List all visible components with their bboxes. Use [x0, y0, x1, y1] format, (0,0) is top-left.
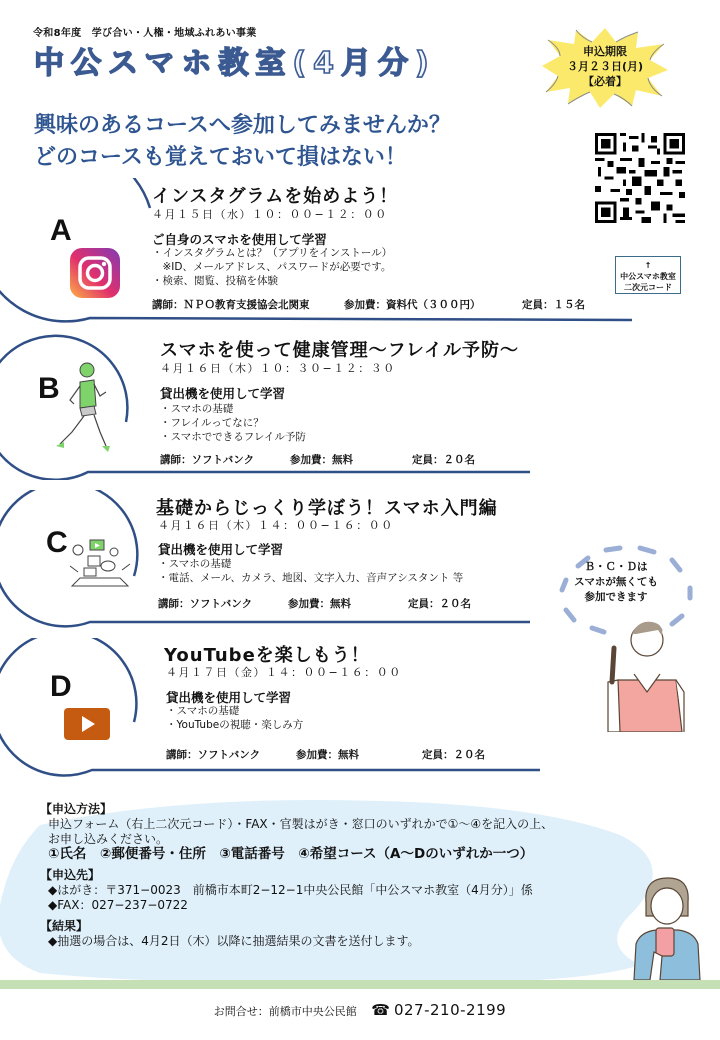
- course-letter: A: [50, 214, 72, 247]
- course-capacity: 定員：１５名: [522, 299, 585, 311]
- course-date: ４月１７日（金）１４：００−１６：００: [166, 666, 402, 679]
- course-bullets: [158, 557, 463, 585]
- course-instructor: 講師：ソフトバンク: [160, 454, 255, 466]
- course-capacity: 定員：２０名: [412, 454, 475, 466]
- destination-fax: ◆FAX：027−237−0722: [48, 898, 188, 912]
- course-date: ４月１５日（水）１０：００−１２：００: [152, 208, 388, 221]
- course-instructor: 講師：ソフトバンク: [158, 598, 253, 610]
- deadline-text: [540, 44, 670, 89]
- result-text: ◆抽選の場合は、4月2日（木）以降に抽選結果の文書を送付します。: [48, 934, 420, 948]
- course-footer: [166, 747, 485, 762]
- course-footer: [160, 452, 475, 467]
- course-date: ４月１６日（木）１４：００−１６：００: [158, 519, 394, 532]
- course-lead: ご自身のスマホを使用して学習: [152, 232, 327, 247]
- course-lead: 貸出機を使用して学習: [166, 690, 292, 705]
- headline: [34, 110, 451, 174]
- contact-label: お問合せ：前橋市中央公民館: [213, 1005, 368, 1018]
- bullet: ・フレイルってなに？: [160, 417, 264, 429]
- course-title: インスタグラムを始めよう！: [152, 186, 399, 207]
- phone-icon: ☎: [371, 1001, 391, 1019]
- course-fee: 参加費：無料: [288, 598, 351, 610]
- youtube-play-icon: [64, 708, 110, 740]
- course-letter: C: [46, 526, 68, 559]
- headline-line1: 興味のあるコースへ参加してみませんか？: [34, 113, 451, 138]
- course-letter: D: [50, 670, 72, 703]
- method-line1: 申込フォーム（右上二次元コード）・FAX・官製はがき・窓口のいずれかで①〜④を記入の上、: [48, 817, 554, 831]
- bullet: ・電話、メール、カメラ、地図、文字入力、音声アシスタント 等: [158, 572, 464, 584]
- course-lead: 貸出機を使用して学習: [158, 542, 284, 557]
- course-title: スマホを使って健康管理〜フレイル予防〜: [160, 340, 520, 361]
- method-line2: お申し込みください。: [48, 832, 169, 846]
- man-pointing-icon: [608, 622, 684, 732]
- qr-caption-line1: 中公スマホ教室: [620, 272, 676, 281]
- course-date: ４月１６日（木）１０：３０−１２：３０: [160, 362, 396, 375]
- destination-heading: 【申込先】: [40, 868, 101, 882]
- contact-phone[interactable]: 027-210-2199: [393, 1001, 507, 1019]
- course-capacity: 定員：２０名: [422, 749, 485, 761]
- course-bullets: [160, 402, 306, 444]
- course-c: [0, 490, 640, 630]
- destination-postcard: ◆はがき：〒371−0023 前橋市本町2−12−1中央公民館「中公スマホ教室（4月分）」係: [48, 883, 533, 897]
- course-title: 基礎からじっくり学ぼう！スマホ入門編: [156, 498, 498, 519]
- program-kicker: 令和8年度 学び合い・人権・地域ふれあい事業: [33, 28, 257, 39]
- bullet: ・スマホでできるフレイル予防: [160, 431, 306, 443]
- bullet: ・スマホの基礎: [158, 558, 232, 570]
- bullet: ・スマホの基礎: [160, 403, 234, 415]
- bullet: ・検索、閲覧、投稿を体験: [152, 275, 278, 287]
- course-footer: [158, 596, 471, 611]
- bullet: ※ID、メールアドレス、パスワードが必要です。: [152, 261, 392, 273]
- deadline-note: 【必着】: [583, 75, 627, 88]
- course-bullets: [152, 246, 392, 288]
- page-title: 中公スマホ教室(4月分): [34, 46, 436, 81]
- bullet: ・インスタグラムとは？（アプリをインストール）: [152, 247, 393, 259]
- course-lead: 貸出機を使用して学習: [160, 386, 286, 401]
- course-b: [0, 332, 640, 480]
- course-instructor: 講師：ソフトバンク: [166, 749, 261, 761]
- course-d: [0, 638, 640, 778]
- method-items: ①氏名 ②郵便番号・住所 ③電話番号 ④希望コース（A〜Dのいずれか一つ）: [48, 846, 534, 862]
- contact-info: [0, 1001, 720, 1019]
- course-fee: 参加費：無料: [290, 454, 353, 466]
- bubble-text: [566, 560, 666, 605]
- headline-line2: どのコースも覚えておいて損はない！: [34, 145, 407, 170]
- course-fee: 参加費：資料代（３００円）: [344, 299, 481, 311]
- application-section: [40, 802, 553, 949]
- bubble-line1: Ｂ・Ｃ・Ｄは: [584, 561, 648, 573]
- method-heading: 【申込方法】: [40, 802, 113, 816]
- runner-icon: [54, 360, 110, 456]
- bubble-line2: スマホが無くても: [574, 576, 658, 588]
- course-footer: [152, 297, 585, 312]
- course-bullets: [166, 704, 303, 732]
- bullet: ・YouTubeの視聴・楽しみ方: [166, 719, 304, 731]
- course-capacity: 定員：２０名: [408, 598, 471, 610]
- qr-caption-line2: 二次元コード: [624, 283, 672, 292]
- footer-green-bar: [0, 980, 720, 989]
- course-a: [0, 178, 640, 328]
- instagram-icon: [70, 248, 120, 298]
- course-title: YouTubeを楽しもう！: [164, 645, 370, 666]
- smartphone-apps-icon: [68, 536, 132, 592]
- up-arrow-icon: ↑: [644, 261, 652, 270]
- bullet: ・スマホの基礎: [166, 705, 240, 717]
- deadline-date: ３月２３日(月): [566, 60, 644, 73]
- result-heading: 【結果】: [40, 919, 89, 933]
- course-letter: B: [38, 372, 60, 405]
- course-fee: 参加費：無料: [296, 749, 359, 761]
- course-instructor: 講師：ＮＰＯ教育支援協会北関東: [152, 299, 310, 311]
- woman-with-phone-icon: [626, 872, 706, 980]
- bubble-line3: 参加できます: [584, 591, 648, 603]
- deadline-label: 申込期限: [583, 45, 627, 58]
